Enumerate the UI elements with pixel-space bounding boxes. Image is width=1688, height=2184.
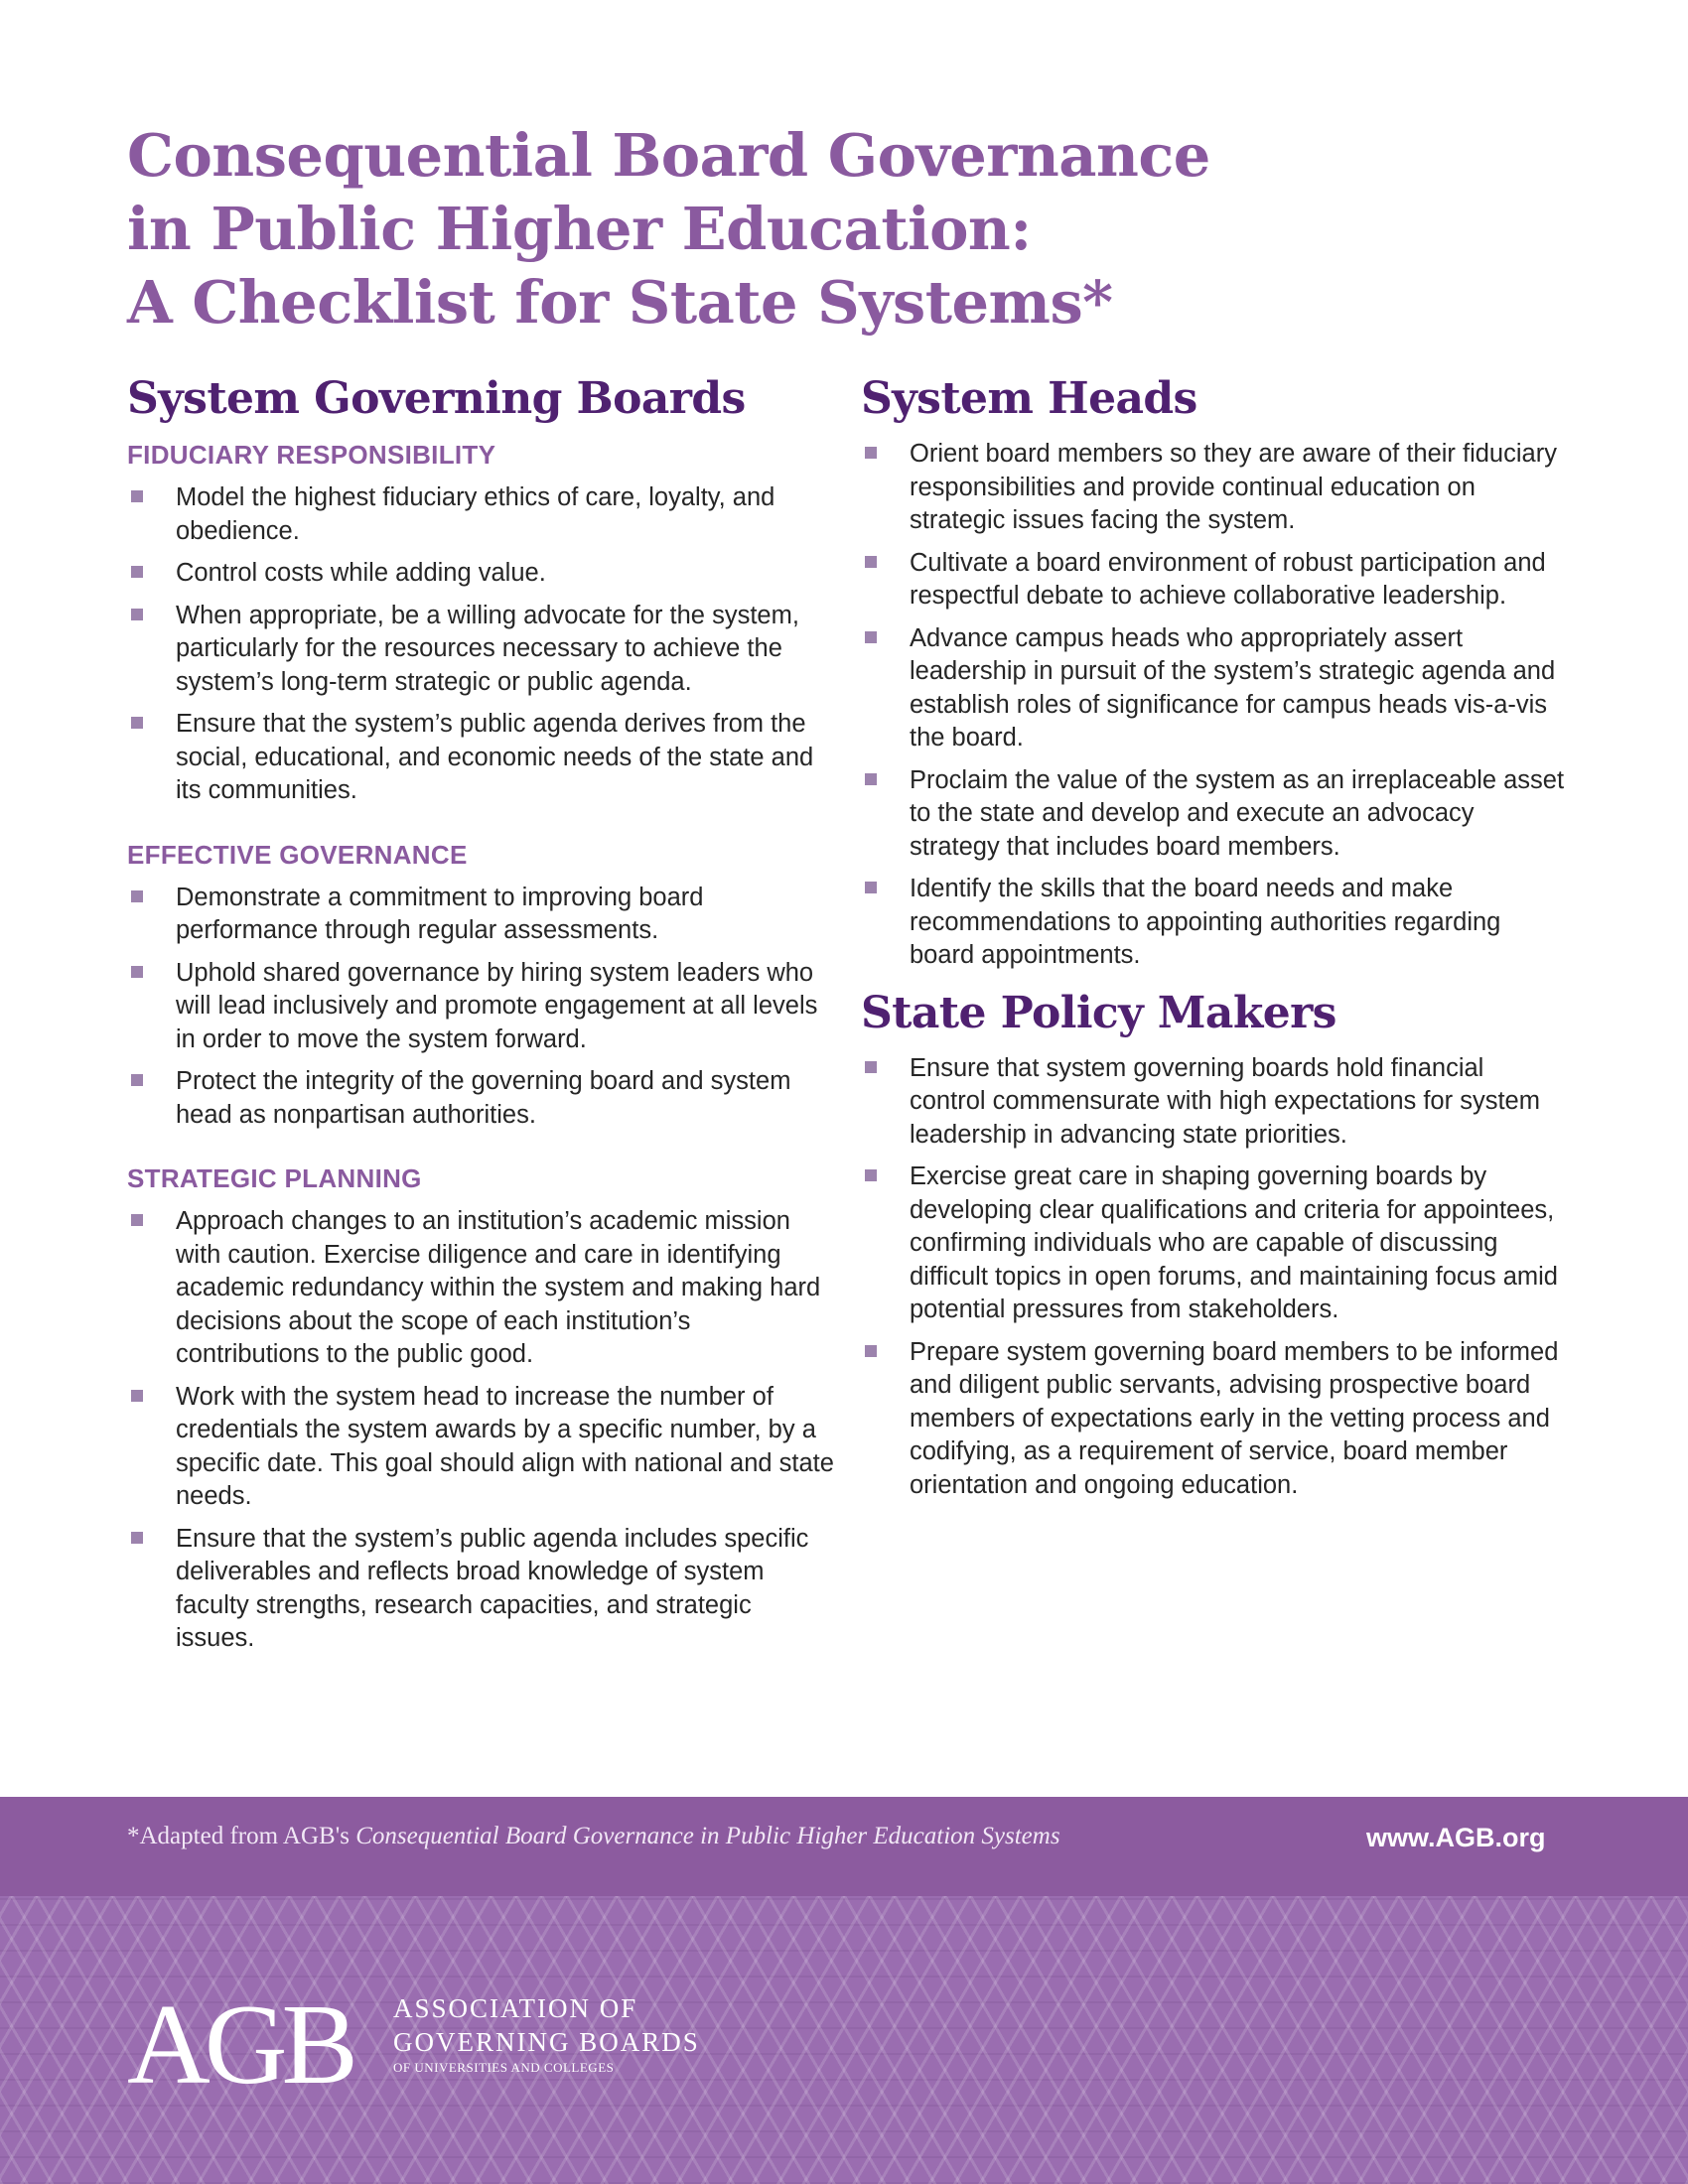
square-bullet-icon bbox=[865, 773, 877, 785]
list-item-text: Cultivate a board environment of robust participation and respectful debate to achieve collaborative leadership. bbox=[910, 548, 1546, 610]
website-link[interactable]: www.AGB.org bbox=[1366, 1823, 1546, 1852]
list-item-text: Orient board members so they are aware of their fiduciary responsibilities and provide continual education on strategic issues facing the system. bbox=[910, 440, 1557, 534]
list-item bbox=[861, 1336, 1566, 1503]
page-title bbox=[127, 119, 1418, 340]
square-bullet-icon bbox=[131, 1390, 143, 1402]
checklist bbox=[127, 882, 834, 1133]
page-title-line: Consequential Board Governance bbox=[127, 121, 1210, 190]
list-item bbox=[861, 764, 1566, 865]
logo-wordmark bbox=[393, 1991, 700, 2077]
left-column bbox=[127, 372, 834, 1686]
list-item-text: Control costs while adding value. bbox=[176, 559, 546, 587]
list-item-text: Model the highest fiduciary ethics of care, loyalty, and obedience. bbox=[176, 483, 775, 545]
list-item bbox=[127, 882, 834, 948]
footnote-prefix: *Adapted from AGB's bbox=[127, 1823, 356, 1849]
group-effective-governance bbox=[127, 838, 834, 1133]
list-item bbox=[127, 957, 834, 1057]
logo-line: ASSOCIATION OF bbox=[393, 1993, 638, 2023]
square-bullet-icon bbox=[131, 566, 143, 578]
list-item-text: Ensure that system governing boards hold financial control commensurate with high expectations for system leadership in advancing state priorities. bbox=[910, 1053, 1540, 1149]
footnote bbox=[127, 1823, 1060, 1850]
logo-line: OF UNIVERSITIES AND COLLEGES bbox=[393, 2060, 615, 2075]
list-item-text: Advance campus heads who appropriately assert leadership in pursuit of the system’s strategic agenda and establish roles of significance for campus heads vis-a-vis the board. bbox=[910, 623, 1556, 751]
section-heading-system-heads: System Heads bbox=[861, 373, 1197, 424]
list-item bbox=[127, 1523, 834, 1656]
list-item-text: Ensure that the system’s public agenda derives from the social, educational, and economic needs of the state and its communities. bbox=[176, 710, 814, 804]
checklist bbox=[861, 1052, 1566, 1503]
checklist bbox=[127, 1205, 834, 1656]
list-item-text: Exercise great care in shaping governing boards by developing clear qualifications and criteria for appointees, confirming individuals who are capable of discussing difficult topics in open forums, and maintaining focus amid potential pressures from stakeholders. bbox=[910, 1162, 1558, 1323]
square-bullet-icon bbox=[131, 1214, 143, 1226]
checklist bbox=[127, 481, 834, 808]
square-bullet-icon bbox=[131, 890, 143, 902]
list-item bbox=[127, 1381, 834, 1514]
list-item bbox=[861, 547, 1566, 614]
list-item bbox=[127, 1065, 834, 1132]
section-heading-system-governing-boards: System Governing Boards bbox=[127, 373, 746, 424]
subsection-heading: FIDUCIARY RESPONSIBILITY bbox=[127, 440, 496, 470]
section-system-heads bbox=[861, 372, 1566, 973]
square-bullet-icon bbox=[131, 490, 143, 502]
logo-line: GOVERNING BOARDS bbox=[393, 2027, 700, 2057]
logo-letters: AGB bbox=[127, 1981, 352, 2109]
list-item-text: Protect the integrity of the governing board and system head as nonpartisan authorities. bbox=[176, 1067, 791, 1129]
list-item-text: Approach changes to an institution’s academic mission with caution. Exercise diligence and care in identifying academic redundancy within the system and making hard decisions about the scope of each institution’s contributions to the public good. bbox=[176, 1207, 821, 1368]
right-column bbox=[861, 372, 1566, 1516]
page-title-line: in Public Higher Education: bbox=[127, 195, 1032, 263]
list-item bbox=[127, 1205, 834, 1372]
list-item bbox=[127, 481, 834, 548]
list-item bbox=[861, 1052, 1566, 1153]
square-bullet-icon bbox=[131, 609, 143, 620]
page-title-line: A Checklist for State Systems* bbox=[127, 268, 1113, 337]
square-bullet-icon bbox=[865, 1061, 877, 1073]
subsection-heading: STRATEGIC PLANNING bbox=[127, 1163, 422, 1193]
square-bullet-icon bbox=[865, 631, 877, 643]
group-fiduciary-responsibility bbox=[127, 438, 834, 808]
list-item bbox=[861, 1160, 1566, 1327]
square-bullet-icon bbox=[865, 447, 877, 459]
list-item-text: Ensure that the system’s public agenda includes specific deliverables and reflects broad knowledge of system faculty strengths, research capacities, and strategic issues. bbox=[176, 1524, 809, 1652]
list-item-text: When appropriate, be a willing advocate for the system, particularly for the resources necessary to achieve the system’s long-term strategic or public agenda. bbox=[176, 601, 799, 696]
list-item-text: Identify the skills that the board needs and make recommendations to appointing authorities regarding board appointments. bbox=[910, 875, 1501, 969]
subsection-heading: EFFECTIVE GOVERNANCE bbox=[127, 839, 468, 870]
list-item-text: Proclaim the value of the system as an irreplaceable asset to the state and develop and execute an advocacy strategy that includes board members. bbox=[910, 765, 1565, 861]
list-item bbox=[861, 622, 1566, 755]
list-item bbox=[127, 600, 834, 700]
list-item-text: Work with the system head to increase the number of credentials the system awards by a specific number, by a specific date. This goal should align with national and state needs. bbox=[176, 1382, 834, 1510]
list-item-text: Prepare system governing board members to be informed and diligent public servants, advising prospective board members of expectations early in the vetting process and codifying, as a requirement of service, board member orientation and ongoing education. bbox=[910, 1337, 1559, 1499]
list-item-text: Demonstrate a commitment to improving board performance through regular assessments. bbox=[176, 883, 704, 944]
square-bullet-icon bbox=[131, 1532, 143, 1544]
footnote-source-title: Consequential Board Governance in Public Higher Education Systems bbox=[355, 1823, 1060, 1849]
list-item-text: Uphold shared governance by hiring system leaders who will lead inclusively and promote engagement at all levels in order to move the system forward. bbox=[176, 958, 818, 1053]
square-bullet-icon bbox=[865, 1169, 877, 1181]
list-item bbox=[861, 873, 1566, 973]
list-item bbox=[861, 438, 1566, 538]
square-bullet-icon bbox=[865, 1345, 877, 1357]
square-bullet-icon bbox=[131, 966, 143, 978]
section-heading-state-policy-makers: State Policy Makers bbox=[861, 987, 1336, 1038]
list-item bbox=[127, 557, 834, 591]
checklist bbox=[861, 438, 1566, 973]
list-item bbox=[127, 708, 834, 808]
square-bullet-icon bbox=[865, 556, 877, 568]
square-bullet-icon bbox=[865, 882, 877, 893]
group-strategic-planning bbox=[127, 1161, 834, 1656]
section-state-policy-makers bbox=[861, 987, 1566, 1503]
square-bullet-icon bbox=[131, 717, 143, 729]
square-bullet-icon bbox=[131, 1074, 143, 1086]
